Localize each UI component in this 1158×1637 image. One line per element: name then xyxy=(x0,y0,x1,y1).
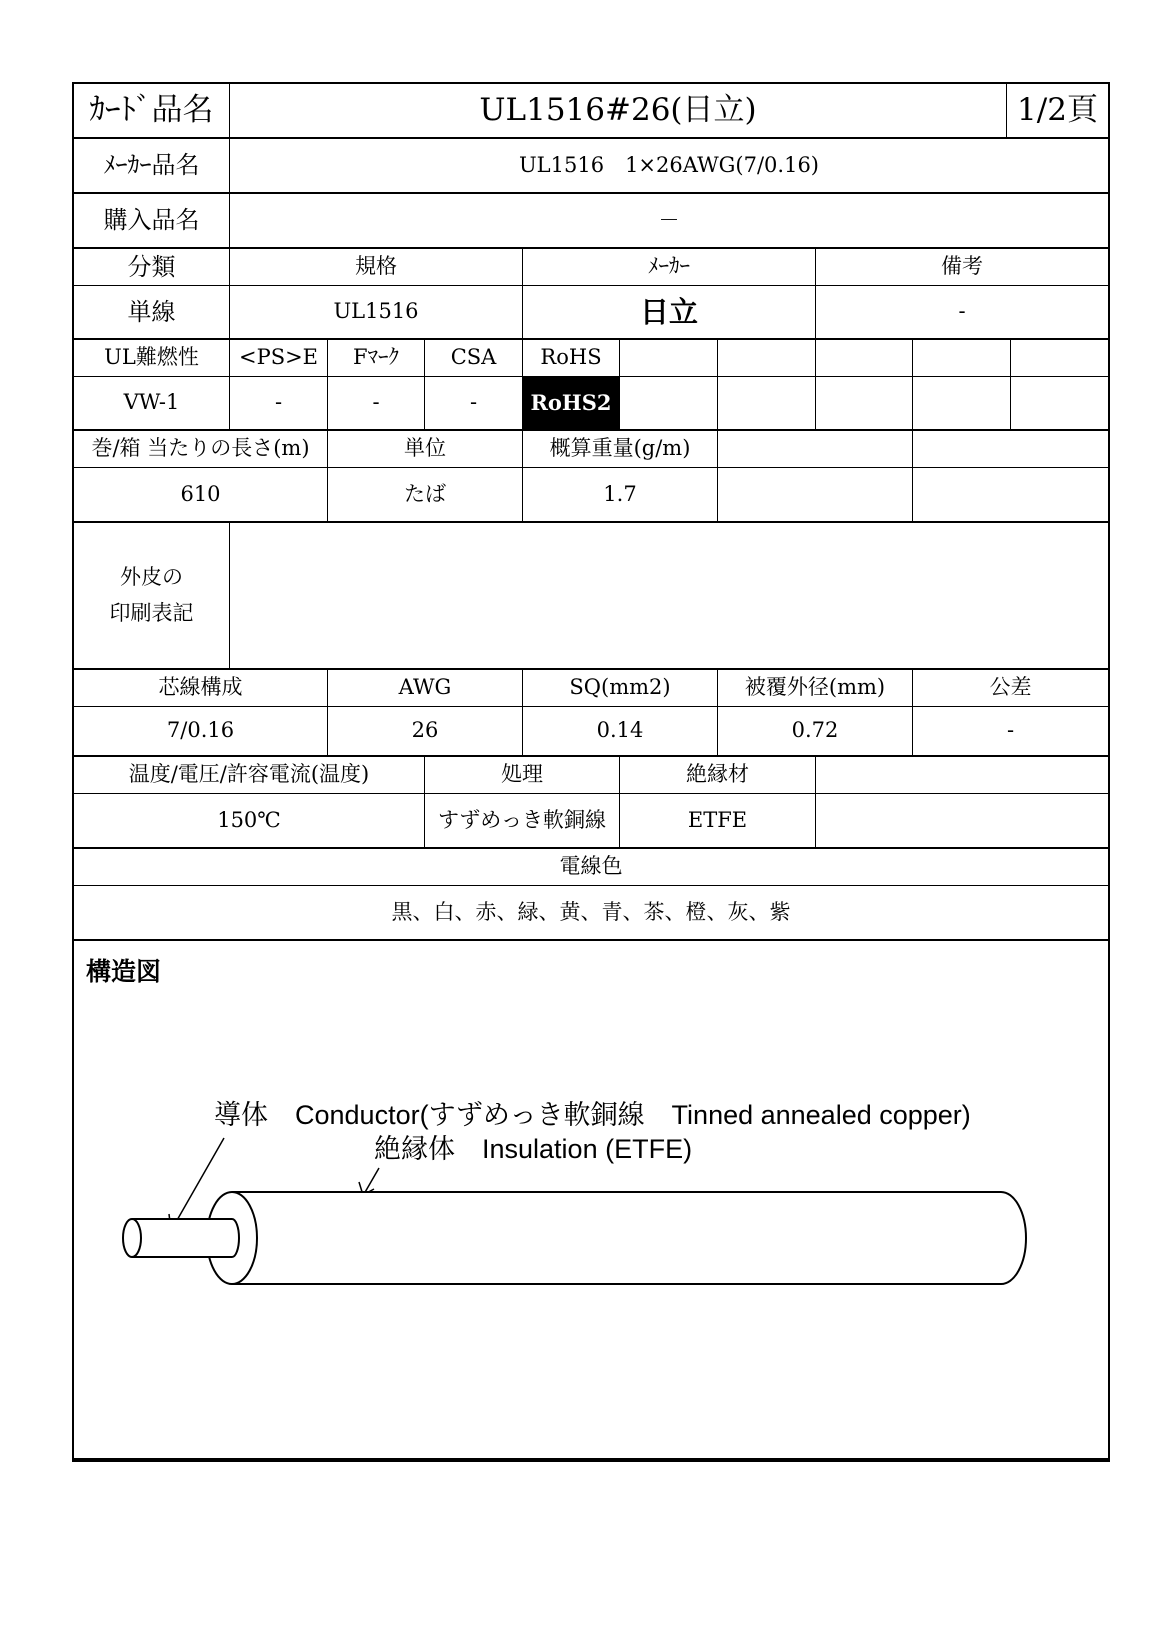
wire-color-header: 電線色 xyxy=(74,849,1108,886)
weight-header: 概算重量(g/m) xyxy=(523,431,718,468)
maker-value: 日立 xyxy=(523,286,816,340)
tolerance-header: 公差 xyxy=(913,670,1108,707)
cable-structure-diagram xyxy=(74,84,1108,1460)
treatment-value: すずめっき軟銅線 xyxy=(425,794,620,849)
outer-diameter-value: 0.72 xyxy=(718,707,913,757)
standard-header: 規格 xyxy=(230,249,523,286)
card-name-value: UL1516#26(日立) xyxy=(230,84,1007,139)
awg-value: 26 xyxy=(328,707,523,757)
awg-header: AWG xyxy=(328,670,523,707)
unit-header: 単位 xyxy=(328,431,523,468)
length-per-reel-value: 610 xyxy=(74,468,328,523)
purchase-name-label: 購入品名 xyxy=(74,194,230,249)
flame-rating-value: VW-1 xyxy=(74,377,230,431)
conductor-label: 導体 Conductor(すずめっき軟銅線 Tinned annealed copper) xyxy=(214,1100,971,1130)
csa-value: - xyxy=(425,377,523,431)
insulation-body xyxy=(207,1192,1026,1284)
strand-composition-header: 芯線構成 xyxy=(74,670,328,707)
rohs-header: RoHS xyxy=(523,340,620,377)
insulation-arrow xyxy=(359,1168,379,1195)
maker-name-value: UL1516 1×26AWG(7/0.16) xyxy=(230,139,1108,194)
f-mark-value: - xyxy=(328,377,425,431)
wire-color-value: 黒、白、赤、緑、黄、青、茶、橙、灰、紫 xyxy=(74,886,1108,941)
weight-value: 1.7 xyxy=(523,468,718,523)
sq-header: SQ(mm2) xyxy=(523,670,718,707)
insulation-label: 絶縁体 Insulation (ETFE) xyxy=(374,1134,693,1164)
structure-title: 構造図 xyxy=(86,957,162,986)
conductor-core xyxy=(123,1219,239,1257)
maker-name-label: ﾒｰｶｰ品名 xyxy=(74,139,230,194)
insulation-header: 絶縁材 xyxy=(620,757,816,794)
spec-sheet xyxy=(72,82,1110,1462)
sheet-bottom-rule xyxy=(72,1458,1110,1460)
pse-header: <PS>E xyxy=(230,340,328,377)
print-marking-label-line1: 外皮の xyxy=(120,565,183,590)
classification-value: 単線 xyxy=(74,286,230,340)
flame-rating-header: UL難燃性 xyxy=(74,340,230,377)
sq-value: 0.14 xyxy=(523,707,718,757)
classification-header: 分類 xyxy=(74,249,230,286)
rating-value: 150℃ xyxy=(74,794,425,849)
tolerance-value: - xyxy=(913,707,1108,757)
pse-value: - xyxy=(230,377,328,431)
unit-value: たば xyxy=(328,468,523,523)
page-number: 1/2頁 xyxy=(1007,84,1108,139)
rating-header: 温度/電圧/許容電流(温度) xyxy=(74,757,425,794)
card-name-label: ｶｰﾄﾞ品名 xyxy=(74,84,230,139)
remarks-value: - xyxy=(816,286,1108,340)
purchase-name-value: － xyxy=(230,194,1108,249)
csa-header: CSA xyxy=(425,340,523,377)
standard-value: UL1516 xyxy=(230,286,523,340)
maker-header: ﾒｰｶｰ xyxy=(523,249,816,286)
treatment-header: 処理 xyxy=(425,757,620,794)
remarks-header: 備考 xyxy=(816,249,1108,286)
insulation-value: ETFE xyxy=(620,794,816,849)
strand-composition-value: 7/0.16 xyxy=(74,707,328,757)
outer-diameter-header: 被覆外径(mm) xyxy=(718,670,913,707)
length-per-reel-header: 巻/箱 当たりの長さ(m) xyxy=(74,431,328,468)
print-marking-label-line2: 印刷表記 xyxy=(109,600,194,625)
f-mark-header: Fﾏｰｸ xyxy=(328,340,425,377)
rohs-value-badge: RoHS2 xyxy=(523,377,620,431)
